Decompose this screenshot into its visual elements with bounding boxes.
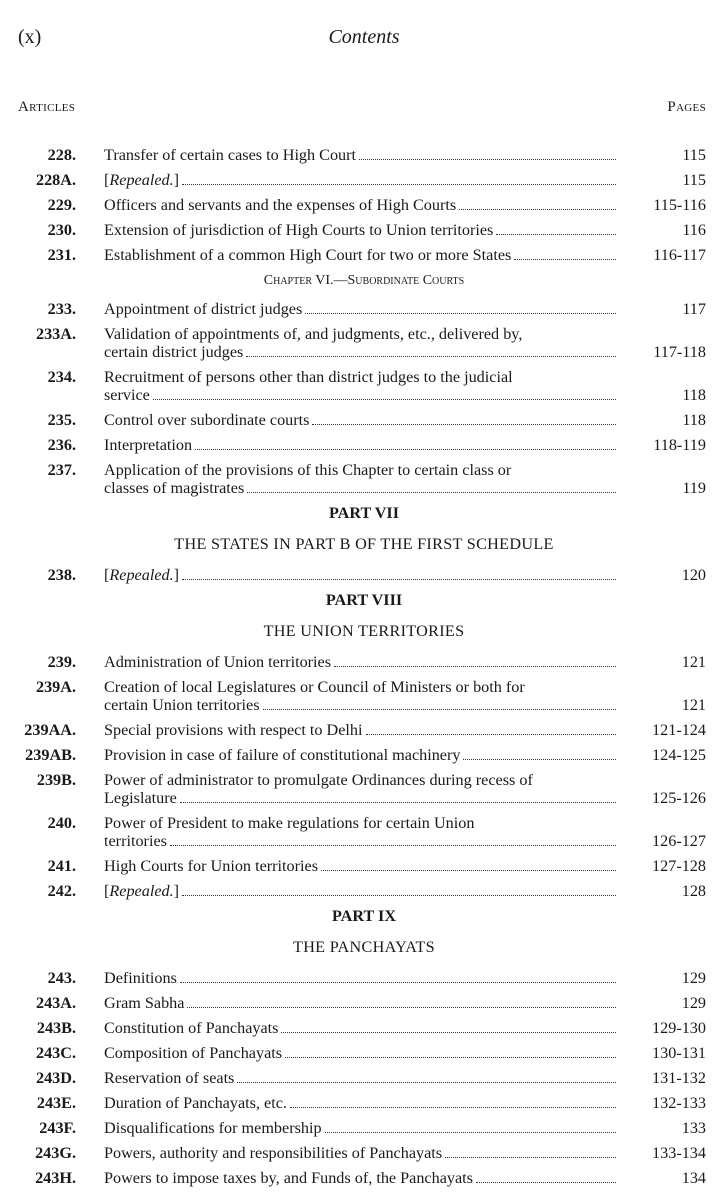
part-subtitle: THE STATES IN PART B OF THE FIRST SCHEDULE <box>174 535 554 553</box>
toc-entry <box>0 721 728 739</box>
article-title-row <box>104 343 617 361</box>
article-title-row <box>104 969 617 987</box>
dot-leader <box>247 492 616 493</box>
article-number: 233. <box>47 300 76 318</box>
entry-body <box>104 436 617 454</box>
article-title-row <box>104 1044 617 1062</box>
article-title: Gram Sabha <box>104 994 185 1012</box>
article-title-row <box>104 300 617 318</box>
page-range: 128 <box>681 882 706 900</box>
toc-entry <box>0 746 728 764</box>
toc-entry <box>0 1144 728 1162</box>
toc-entry <box>0 368 728 404</box>
article-title: classes of magistrates <box>104 479 245 497</box>
article-title-row <box>104 789 617 807</box>
article-number: 228. <box>47 146 76 164</box>
article-title: certain Union territories <box>104 696 260 714</box>
article-title-row <box>104 221 617 239</box>
page-range: 129-130 <box>652 1019 706 1037</box>
article-title: Duration of Panchayats, etc. <box>104 1094 287 1112</box>
entry-body <box>104 411 617 429</box>
article-title-row <box>104 882 617 900</box>
page-range: 115-116 <box>653 196 706 214</box>
entry-body <box>104 300 617 318</box>
dot-leader <box>153 399 616 400</box>
entry-body <box>104 246 617 264</box>
article-title: Special provisions with respect to Delhi <box>104 721 363 739</box>
dot-leader <box>325 1132 616 1133</box>
article-title: Establishment of a common High Court for two or more States <box>104 246 512 264</box>
dot-leader <box>195 449 616 450</box>
article-title: service <box>104 386 150 404</box>
article-title: [Repealed.] <box>104 882 180 900</box>
dot-leader <box>170 845 616 846</box>
article-title: Control over subordinate courts <box>104 411 310 429</box>
dot-leader <box>182 184 616 185</box>
article-number: 243D. <box>35 1069 76 1087</box>
toc-entry <box>0 1094 728 1112</box>
toc-entry <box>0 300 728 318</box>
dot-leader <box>180 982 616 983</box>
page-range: 119 <box>682 479 706 497</box>
article-title-line: Power of administrator to promulgate Ordinances during recess of <box>104 771 533 789</box>
article-title: Definitions <box>104 969 177 987</box>
article-title: Powers to impose taxes by, and Funds of, the Panchayats <box>104 1169 473 1187</box>
article-number: 231. <box>47 246 76 264</box>
entry-body <box>104 1169 617 1187</box>
article-number: 239B. <box>36 771 76 789</box>
page-number: (x) <box>18 26 42 48</box>
article-number: 243F. <box>39 1119 76 1137</box>
part-subtitle: THE PANCHAYATS <box>293 938 435 956</box>
article-title-row <box>104 566 617 584</box>
dot-leader <box>496 234 616 235</box>
dot-leader <box>187 1007 616 1008</box>
entry-body <box>104 461 617 497</box>
article-title: Interpretation <box>104 436 193 454</box>
dot-leader <box>281 1032 616 1033</box>
pages-column-heading: Pages <box>667 99 706 115</box>
article-title-line: Power of President to make regulations for certain Union <box>104 814 475 832</box>
article-number: 238. <box>47 566 76 584</box>
article-title-row <box>104 479 617 497</box>
page-range: 131-132 <box>652 1069 706 1087</box>
entry-body <box>104 882 617 900</box>
entry-body <box>104 653 617 671</box>
toc-entry <box>0 882 728 900</box>
toc-entry <box>0 411 728 429</box>
article-title: Composition of Panchayats <box>104 1044 283 1062</box>
toc-entry <box>0 771 728 807</box>
page-range: 130-131 <box>652 1044 706 1062</box>
dot-leader <box>246 356 616 357</box>
page-range: 129 <box>681 969 706 987</box>
article-number: 229. <box>47 196 76 214</box>
article-title: Provision in case of failure of constitutional machinery <box>104 746 461 764</box>
dot-leader <box>285 1057 616 1058</box>
article-title: Reservation of seats <box>104 1069 235 1087</box>
entry-body <box>104 1019 617 1037</box>
article-number: 241. <box>47 857 76 875</box>
page-range: 116 <box>682 221 706 239</box>
page-range: 133-134 <box>652 1144 706 1162</box>
dot-leader <box>182 579 616 580</box>
article-number: 240. <box>47 814 76 832</box>
article-number: 228A. <box>35 171 76 189</box>
dot-leader <box>290 1107 616 1108</box>
entry-body <box>104 1094 617 1112</box>
toc-entry <box>0 1169 728 1187</box>
dot-leader <box>476 1182 616 1183</box>
chapter-heading: Chapter VI.—Subordinate Courts <box>263 273 465 288</box>
toc-entry <box>0 1069 728 1087</box>
article-number: 243A. <box>35 994 76 1012</box>
page-range: 133 <box>681 1119 706 1137</box>
page-range: 125-126 <box>652 789 706 807</box>
page-range: 124-125 <box>652 746 706 764</box>
article-number: 243G. <box>35 1144 76 1162</box>
page-range: 127-128 <box>652 857 706 875</box>
page-range: 117 <box>682 300 706 318</box>
dot-leader <box>514 259 616 260</box>
toc-entry <box>0 653 728 671</box>
article-number: 243. <box>47 969 76 987</box>
article-title: Transfer of certain cases to High Court <box>104 146 357 164</box>
entry-body <box>104 196 617 214</box>
article-title-row <box>104 146 617 164</box>
article-title-row <box>104 994 617 1012</box>
article-number: 239. <box>47 653 76 671</box>
article-number: 243B. <box>36 1019 76 1037</box>
entry-body <box>104 1119 617 1137</box>
toc-entry <box>0 969 728 987</box>
entry-body <box>104 171 617 189</box>
dot-leader <box>463 759 616 760</box>
page-range: 121-124 <box>652 721 706 739</box>
article-title-row <box>104 653 617 671</box>
entry-body <box>104 368 617 404</box>
toc-entry <box>0 221 728 239</box>
page-range: 115 <box>682 146 706 164</box>
entry-body <box>104 994 617 1012</box>
article-title-row <box>104 721 617 739</box>
article-title: Officers and servants and the expenses of High Courts <box>104 196 457 214</box>
entry-body <box>104 566 617 584</box>
toc-entry <box>0 1044 728 1062</box>
toc-entry <box>0 436 728 454</box>
entry-body <box>104 146 617 164</box>
toc-entry <box>0 814 728 850</box>
dot-leader <box>305 313 616 314</box>
toc-entry <box>0 461 728 497</box>
article-title-row <box>104 1169 617 1187</box>
dot-leader <box>263 709 616 710</box>
toc-entry <box>0 857 728 875</box>
article-title: Disqualifications for membership <box>104 1119 322 1137</box>
entry-body <box>104 1069 617 1087</box>
article-title-line: Creation of local Legislatures or Council of Ministers or both for <box>104 678 525 696</box>
article-title-row <box>104 832 617 850</box>
article-number: 233A. <box>35 325 76 343</box>
part-heading: PART IX <box>331 907 397 925</box>
article-title: Legislature <box>104 789 177 807</box>
article-title-row <box>104 246 617 264</box>
part-heading: PART VII <box>328 504 400 522</box>
dot-leader <box>237 1082 616 1083</box>
article-number: 243H. <box>35 1169 76 1187</box>
dot-leader <box>180 802 616 803</box>
article-title-row <box>104 1119 617 1137</box>
toc-entry <box>0 566 728 584</box>
article-title-row <box>104 1144 617 1162</box>
page-range: 118 <box>682 386 706 404</box>
page-range: 121 <box>681 696 706 714</box>
article-title-row <box>104 1094 617 1112</box>
article-title: [Repealed.] <box>104 171 180 189</box>
entry-body <box>104 1044 617 1062</box>
dot-leader <box>334 666 616 667</box>
article-title: Extension of jurisdiction of High Courts to Union territories <box>104 221 494 239</box>
articles-column-heading: Articles <box>18 99 76 115</box>
page-range: 120 <box>681 566 706 584</box>
page-range: 115 <box>682 171 706 189</box>
article-number: 230. <box>47 221 76 239</box>
entry-body <box>104 325 617 361</box>
article-title-line: Validation of appointments of, and judgments, etc., delivered by, <box>104 325 523 343</box>
article-number: 243C. <box>35 1044 76 1062</box>
article-title-row <box>104 1019 617 1037</box>
article-title-row <box>104 1069 617 1087</box>
article-title: Administration of Union territories <box>104 653 332 671</box>
entry-body <box>104 721 617 739</box>
running-title: Contents <box>328 26 400 48</box>
page-range: 132-133 <box>652 1094 706 1112</box>
part-subtitle: THE UNION TERRITORIES <box>263 622 465 640</box>
article-title: territories <box>104 832 167 850</box>
page-range: 118-119 <box>653 436 706 454</box>
dot-leader <box>182 895 616 896</box>
toc-entry <box>0 1119 728 1137</box>
toc-entry <box>0 678 728 714</box>
article-title-line: Application of the provisions of this Chapter to certain class or <box>104 461 512 479</box>
article-number: 237. <box>47 461 76 479</box>
article-title: High Courts for Union territories <box>104 857 319 875</box>
article-title: Appointment of district judges <box>104 300 303 318</box>
article-number: 243E. <box>36 1094 76 1112</box>
toc-entry <box>0 146 728 164</box>
dot-leader <box>366 734 616 735</box>
article-title-row <box>104 196 617 214</box>
dot-leader <box>359 159 616 160</box>
entry-body <box>104 857 617 875</box>
article-title-row <box>104 746 617 764</box>
article-number: 242. <box>47 882 76 900</box>
article-title: [Repealed.] <box>104 566 180 584</box>
article-title: Constitution of Panchayats <box>104 1019 279 1037</box>
page-range: 126-127 <box>652 832 706 850</box>
article-number: 239A. <box>35 678 76 696</box>
toc-entry <box>0 171 728 189</box>
table-of-contents <box>0 146 728 1194</box>
entry-body <box>104 814 617 850</box>
toc-entry <box>0 325 728 361</box>
article-title-line: Recruitment of persons other than district judges to the judicial <box>104 368 513 386</box>
article-number: 239AA. <box>24 721 76 739</box>
article-title-row <box>104 857 617 875</box>
article-number: 236. <box>47 436 76 454</box>
entry-body <box>104 221 617 239</box>
article-title-row <box>104 411 617 429</box>
page-range: 129 <box>681 994 706 1012</box>
entry-body <box>104 678 617 714</box>
page-range: 116-117 <box>653 246 706 264</box>
toc-entry <box>0 994 728 1012</box>
page-range: 118 <box>682 411 706 429</box>
entry-body <box>104 746 617 764</box>
article-number: 234. <box>47 368 76 386</box>
page-range: 134 <box>681 1169 706 1187</box>
article-title-row <box>104 696 617 714</box>
entry-body <box>104 1144 617 1162</box>
toc-entry <box>0 246 728 264</box>
article-number: 235. <box>47 411 76 429</box>
article-title: certain district judges <box>104 343 244 361</box>
page-range: 121 <box>681 653 706 671</box>
article-title-row <box>104 171 617 189</box>
dot-leader <box>312 424 616 425</box>
toc-entry <box>0 1019 728 1037</box>
dot-leader <box>321 870 616 871</box>
entry-body <box>104 771 617 807</box>
article-title-row <box>104 386 617 404</box>
dot-leader <box>459 209 616 210</box>
page-range: 117-118 <box>653 343 706 361</box>
article-title-row <box>104 436 617 454</box>
entry-body <box>104 969 617 987</box>
article-title: Powers, authority and responsibilities of Panchayats <box>104 1144 443 1162</box>
toc-entry <box>0 196 728 214</box>
article-number: 239AB. <box>25 746 76 764</box>
dot-leader <box>445 1157 616 1158</box>
part-heading: PART VIII <box>325 591 403 609</box>
